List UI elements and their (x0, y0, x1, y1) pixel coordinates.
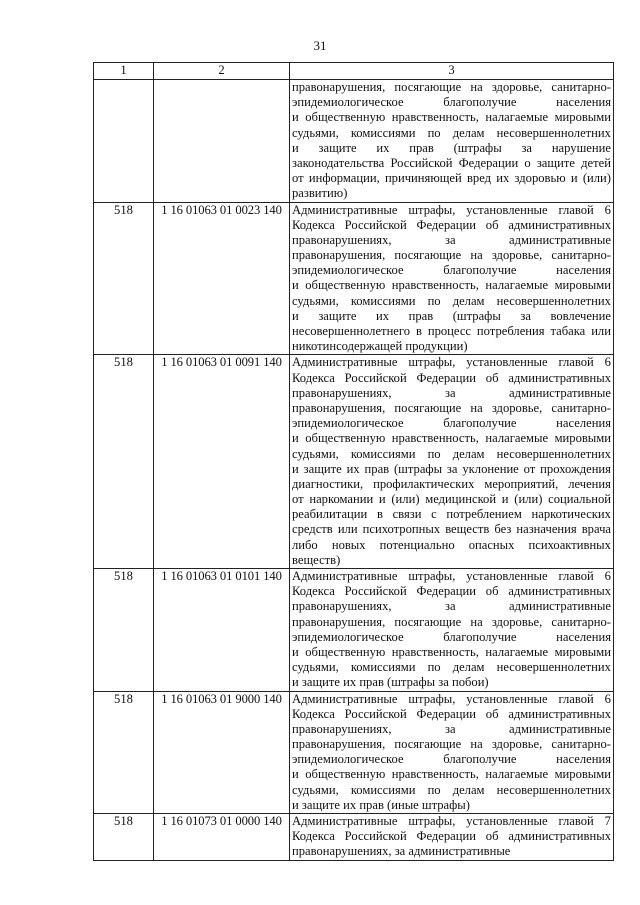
description-line: Кодекса Российской Федерации об административных (292, 584, 611, 599)
description-line: развитию) (292, 186, 348, 201)
budget-codes-table (93, 62, 614, 861)
description-line: судьями, комиссиями по делам несовершеннолетних (292, 782, 611, 797)
description-line: несовершеннолетнего в процесс потребления табака или (292, 324, 611, 338)
description-line: законодательства Российской Федерации о защите детей (292, 155, 611, 170)
description-line: и защите их прав (штрафы за нарушение (292, 140, 611, 155)
budget-classification-code: 1 16 01063 01 0101 140 (154, 569, 290, 692)
description-line: правонарушениях, за административные (292, 599, 611, 614)
description-line: Кодекса Российской Федерации об административных (292, 706, 611, 721)
budget-classification-code: 1 16 01073 01 0000 140 (154, 814, 290, 861)
description-line: правонарушения, посягающие на здоровье, санитарно- (292, 80, 611, 94)
budget-classification-code: 1 16 01063 01 0023 140 (154, 202, 290, 355)
description-line: эпидемиологическое благополучие населения (292, 629, 611, 644)
column-header-1: 1 (94, 63, 154, 80)
description-line: эпидемиологическое благополучие населения (292, 263, 611, 278)
description-line: и защите их прав (штрафы за вовлечение (292, 308, 611, 323)
admin-code: 518 (94, 569, 154, 692)
description-line: никотинсодержащей продукции) (292, 339, 468, 354)
table-row (94, 691, 614, 814)
description-line: и защите их прав (штрафы за побои) (292, 675, 489, 690)
description-line: судьями, комиссиями по делам несовершеннолетних (292, 660, 611, 675)
description-line: и общественную нравственность, налагаемые мировыми (292, 431, 611, 446)
description-line: и общественную нравственность, налагаемые мировыми (292, 278, 611, 293)
admin-code (94, 80, 154, 203)
description-line: и общественную нравственность, налагаемые мировыми (292, 767, 611, 782)
admin-code: 518 (94, 691, 154, 814)
column-header-2: 2 (154, 63, 290, 80)
income-description (290, 691, 614, 814)
description-line: Кодекса Российской Федерации об административных (292, 370, 611, 385)
income-description (290, 355, 614, 569)
description-line: веществ) (292, 552, 341, 567)
description-line: Административные штрафы, установленные главой 6 (292, 202, 611, 217)
admin-code: 518 (94, 202, 154, 355)
description-line: Кодекса Российской Федерации об административных (292, 217, 611, 232)
description-line: судьями, комиссиями по делам несовершеннолетних (292, 446, 611, 461)
budget-classification-code (154, 80, 290, 203)
description-line: правонарушения, посягающие на здоровье, санитарно- (292, 614, 611, 629)
income-description (290, 569, 614, 692)
description-line: правонарушениях, за административные (292, 844, 511, 859)
table-row (94, 80, 614, 203)
description-line: судьями, комиссиями по делам несовершеннолетних (292, 293, 611, 308)
income-description (290, 80, 614, 203)
description-line: реабилитации в связи с потреблением наркотических (292, 507, 611, 522)
description-line: Кодекса Российской Федерации об административных (292, 829, 611, 844)
budget-classification-code: 1 16 01063 01 0091 140 (154, 355, 290, 569)
description-line: Административные штрафы, установленные главой 6 (292, 691, 611, 706)
description-line: и общественную нравственность, налагаемые мировыми (292, 110, 611, 125)
admin-code: 518 (94, 355, 154, 569)
description-line: судьями, комиссиями по делам несовершеннолетних (292, 125, 611, 140)
description-line: либо новых потенциально опасных психоактивных (292, 537, 611, 552)
income-description (290, 814, 614, 861)
description-line: правонарушениях, за административные (292, 721, 611, 736)
description-line: эпидемиологическое благополучие населения (292, 416, 611, 431)
description-line: и защите их прав (штрафы за уклонение от прохождения (292, 461, 611, 476)
description-line: диагностики, профилактических мероприятий, лечения (292, 476, 611, 491)
table-row (94, 814, 614, 861)
description-line: правонарушения, посягающие на здоровье, санитарно- (292, 248, 611, 263)
income-description (290, 202, 614, 355)
table-row (94, 355, 614, 569)
column-header-3: 3 (290, 63, 614, 80)
table-header-row (94, 63, 614, 80)
table-body (94, 80, 614, 861)
description-line: Административные штрафы, установленные главой 6 (292, 569, 611, 583)
page-number: 31 (313, 38, 327, 53)
description-line: правонарушения, посягающие на здоровье, санитарно- (292, 400, 611, 415)
description-line: правонарушения, посягающие на здоровье, санитарно- (292, 737, 611, 752)
description-line: от наркомании и (или) медицинской и (или) социальной (292, 492, 611, 507)
description-line: и общественную нравственность, налагаемые мировыми (292, 644, 611, 659)
description-line: и защите их прав (иные штрафы) (292, 797, 470, 812)
description-line: Административные штрафы, установленные главой 7 (292, 814, 611, 828)
description-line: средств или психотропных веществ без назначения врача (292, 522, 611, 537)
description-line: правонарушениях, за административные (292, 232, 611, 247)
table-row (94, 202, 614, 355)
description-line: от информации, причиняющей вред их здоровью и (или) (292, 171, 611, 186)
description-line: эпидемиологическое благополучие населения (292, 95, 611, 110)
table-row (94, 569, 614, 692)
description-line: эпидемиологическое благополучие населения (292, 752, 611, 767)
admin-code: 518 (94, 814, 154, 861)
description-line: правонарушениях, за административные (292, 385, 611, 400)
budget-classification-code: 1 16 01063 01 9000 140 (154, 691, 290, 814)
description-line: Административные штрафы, установленные главой 6 (292, 355, 611, 370)
